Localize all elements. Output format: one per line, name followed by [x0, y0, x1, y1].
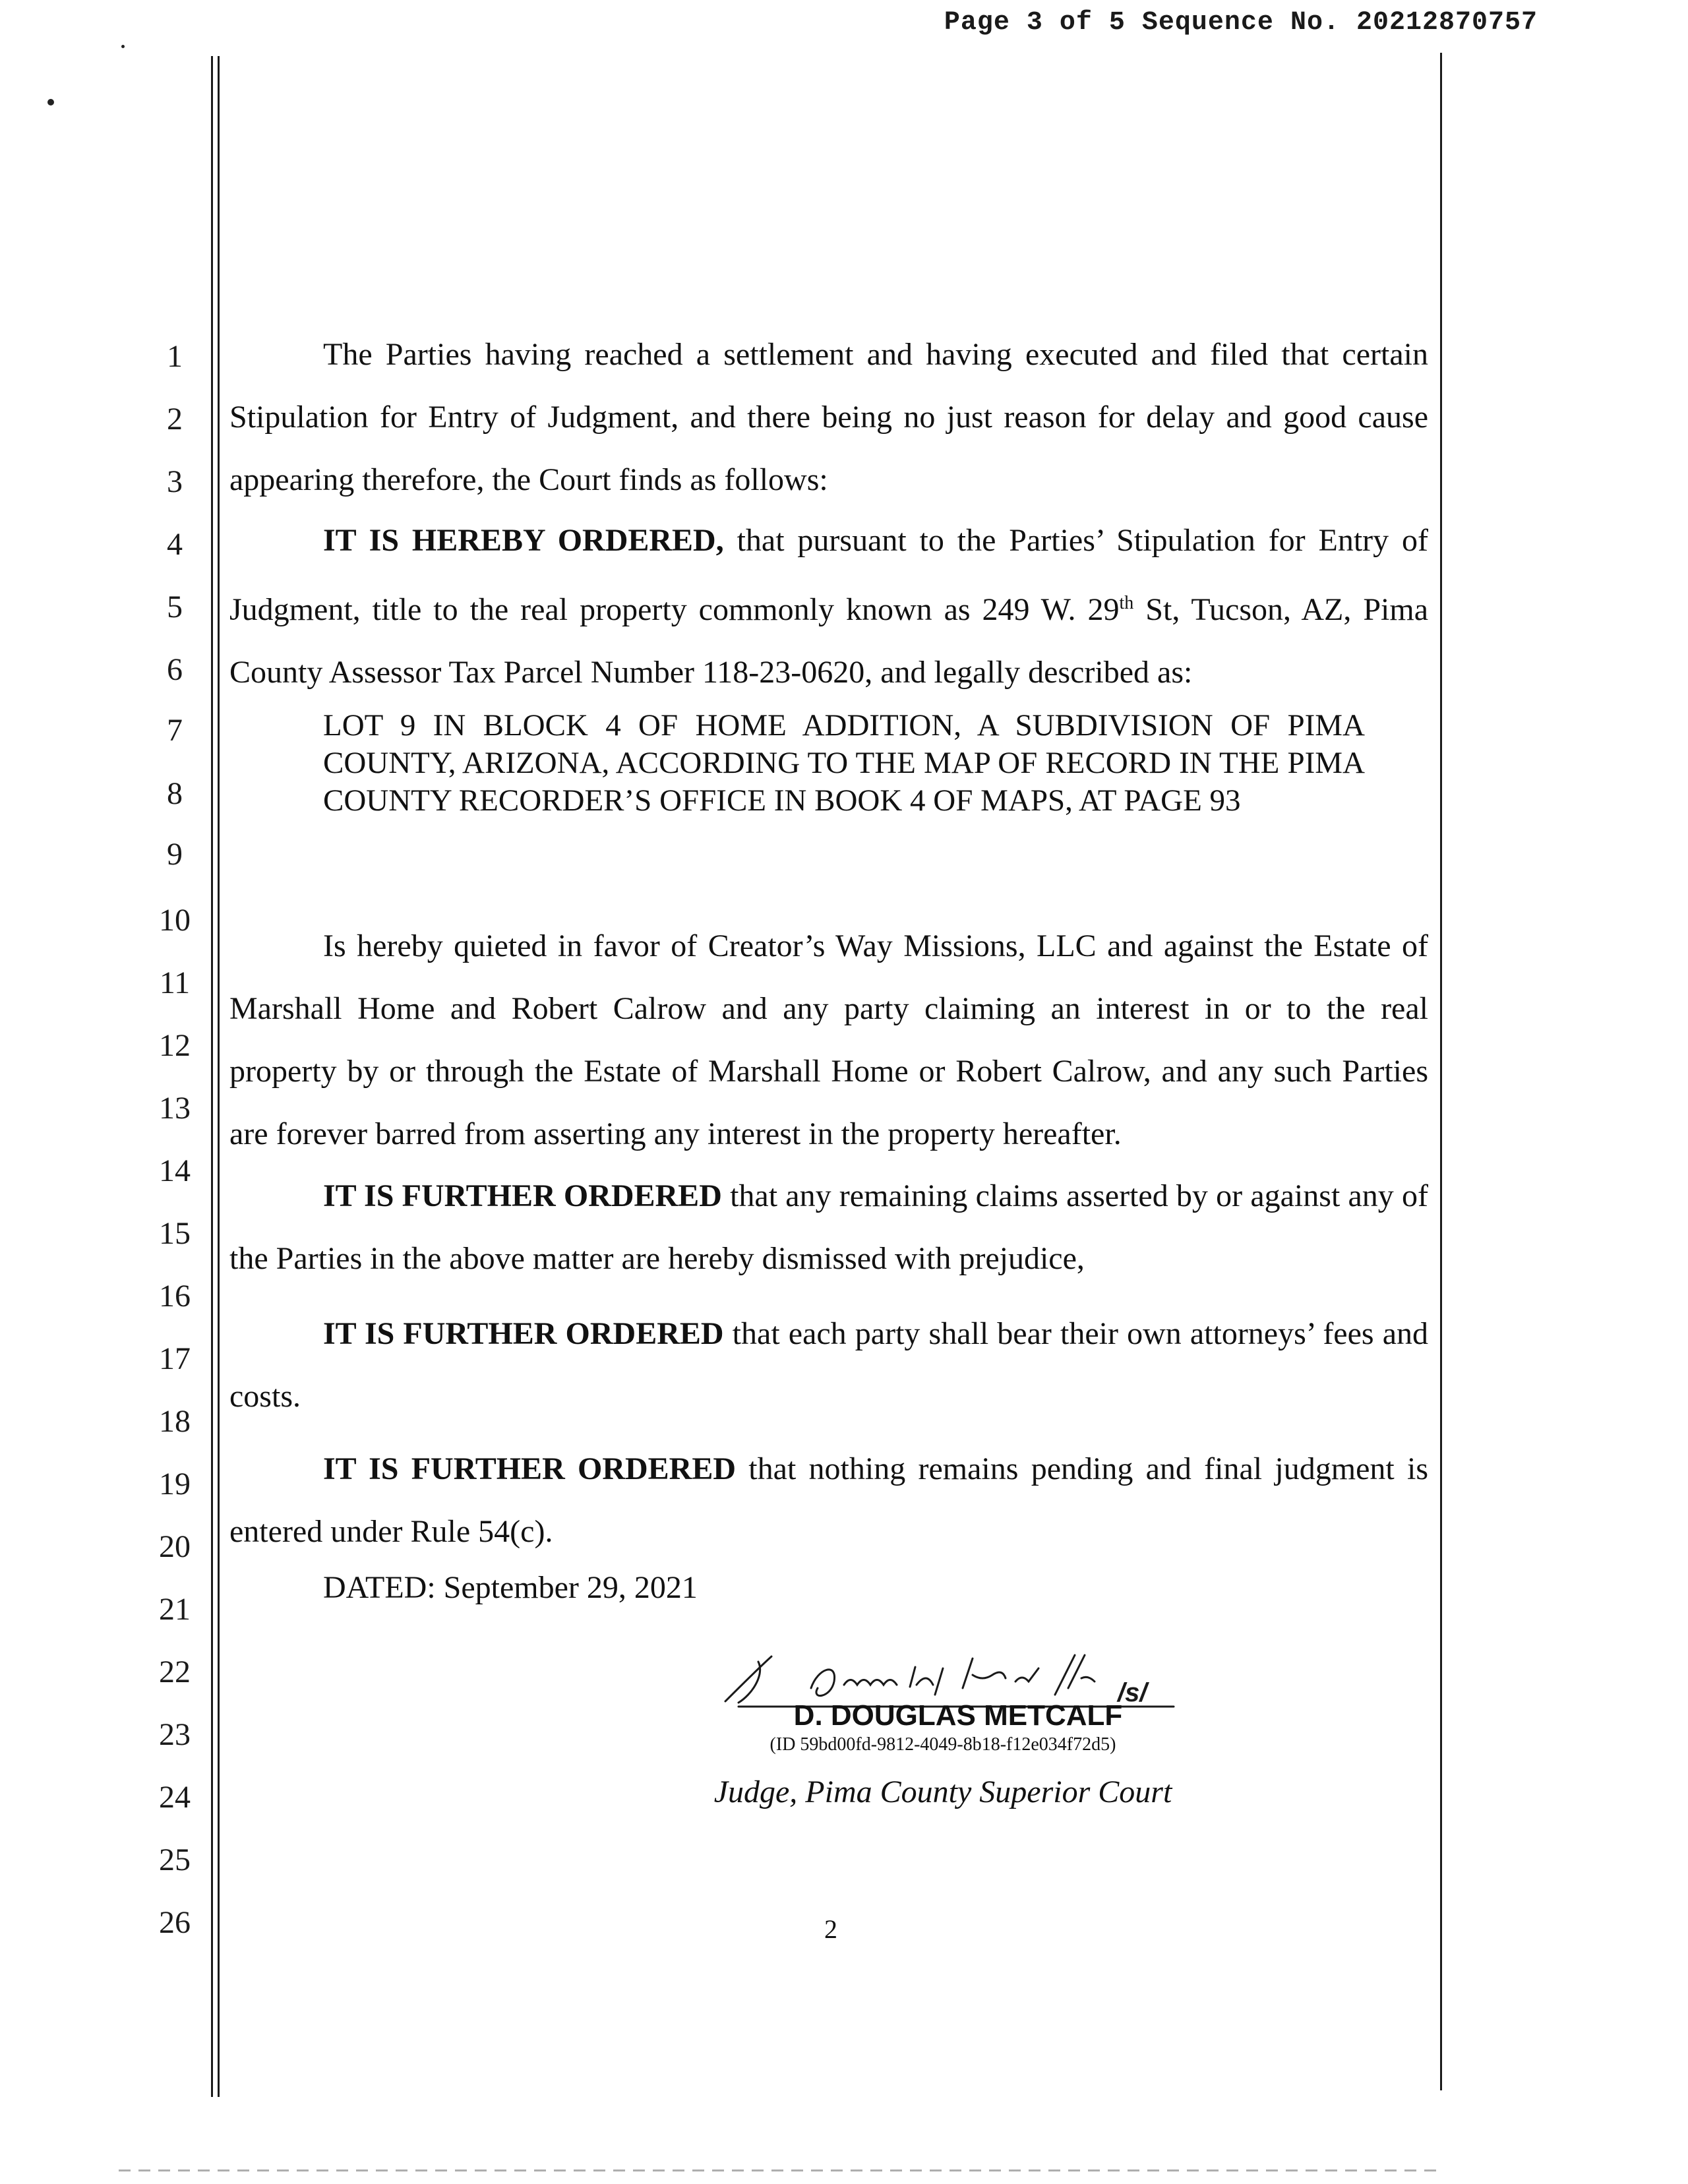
line-number: 5: [167, 590, 183, 624]
signature-id: (ID 59bd00fd-9812-4049-8b18-f12e034f72d5): [769, 1734, 1116, 1755]
line-number: 13: [159, 1091, 191, 1126]
paragraph-text: The Parties having reached a settlement and having executed and filed that certain Stipulation for Entry of Judgment, and there being no just reason for delay and good cause appearing therefore, the Court finds as follows:: [229, 337, 1428, 497]
line-number: 12: [159, 1028, 191, 1063]
line-number: 23: [159, 1717, 191, 1752]
line-number: 14: [159, 1153, 191, 1188]
line-number: 1: [167, 339, 183, 374]
order-heading: IT IS HEREBY ORDERED,: [323, 523, 724, 558]
line-number: 16: [159, 1279, 191, 1314]
paragraph-text: that nothing remains pending and final judgment is entered under Rule 54(c).: [229, 1451, 1429, 1549]
page-number: 2: [824, 1914, 837, 1944]
line-number: 21: [159, 1592, 191, 1627]
left-margin-rule-outer: [211, 56, 213, 2097]
line-number: 2: [167, 402, 183, 437]
order-heading: IT IS FURTHER ORDERED: [323, 1451, 737, 1486]
paragraph-quieted: [229, 915, 1428, 1165]
line-number: 6: [167, 652, 183, 687]
line-number: 7: [167, 713, 183, 748]
page-sequence-header: Page 3 of 5 Sequence No. 20212870757: [944, 8, 1538, 38]
line-number: 10: [159, 903, 191, 938]
order-heading: IT IS FURTHER ORDERED: [323, 1178, 722, 1213]
line-number: 19: [159, 1467, 191, 1502]
dated-line: DATED: September 29, 2021: [323, 1570, 698, 1605]
line-number: 4: [167, 527, 183, 562]
line-number: 15: [159, 1216, 191, 1251]
line-number: 9: [167, 837, 183, 872]
signature-suffix: /s/: [1118, 1678, 1147, 1707]
legal-description: LOT 9 IN BLOCK 4 OF HOME ADDITION, A SUBDIVISION OF PIMA COUNTY, ARIZONA, ACCORDING TO THE MAP OF RECORD IN THE PIMA COUNTY RECORDER’S OFFICE IN BOOK 4 OF MAPS, AT PAGE 93: [323, 708, 1365, 818]
paragraph-fees-costs: [229, 1302, 1428, 1428]
line-number: 22: [159, 1654, 191, 1689]
order-heading: IT IS FURTHER ORDERED: [323, 1316, 724, 1351]
right-margin-rule: [1440, 53, 1442, 2090]
judge-name: D. DOUGLAS METCALF: [793, 1699, 1123, 1732]
left-margin-rule-inner: [218, 56, 220, 2097]
paragraph-text: that any remaining claims asserted by or against any of the Parties in the above matter are hereby dismissed with prejudice,: [229, 1178, 1428, 1276]
line-number: 8: [167, 776, 183, 811]
paragraph-final-judgment: [229, 1438, 1428, 1563]
ordinal-suffix: th: [1119, 593, 1134, 613]
paragraph-settlement: [229, 323, 1428, 511]
paragraph-text: that pursuant to the Parties’ Stipulation for Entry of Judgment, title to the real property commonly known as 249 W. 29: [229, 523, 1428, 627]
line-number: 17: [159, 1341, 191, 1376]
paragraph-text: that each party shall bear their own attorneys’ fees and costs.: [229, 1316, 1429, 1414]
paragraph-text: Is hereby quieted in favor of Creator’s Way Missions, LLC and against the Estate of Marshall Home and Robert Calrow and any party claiming an interest in or to the real property by or through the Estate of Marshall Home or Robert Calrow, and any such Parties are forever barred from asserting any interest in the property hereafter.: [229, 928, 1428, 1151]
scan-bottom-edge: [119, 2169, 1437, 2171]
paragraph-text: St, Tucson, AZ, Pima County Assessor Tax Parcel Number 118-23-0620, and legally described as:: [229, 592, 1428, 690]
line-number: 3: [167, 464, 183, 499]
line-number: 20: [159, 1529, 191, 1564]
line-number: 26: [159, 1905, 191, 1940]
scan-speck: [121, 45, 125, 48]
paragraph-claims-dismissed: [229, 1165, 1428, 1290]
line-number: 11: [159, 965, 191, 1000]
line-number: 18: [159, 1404, 191, 1439]
paragraph-ordered: [229, 509, 1428, 704]
line-number: 25: [159, 1842, 191, 1877]
line-number: 24: [159, 1780, 191, 1815]
scan-speck: [47, 99, 54, 106]
judge-title: Judge, Pima County Superior Court: [713, 1774, 1172, 1809]
